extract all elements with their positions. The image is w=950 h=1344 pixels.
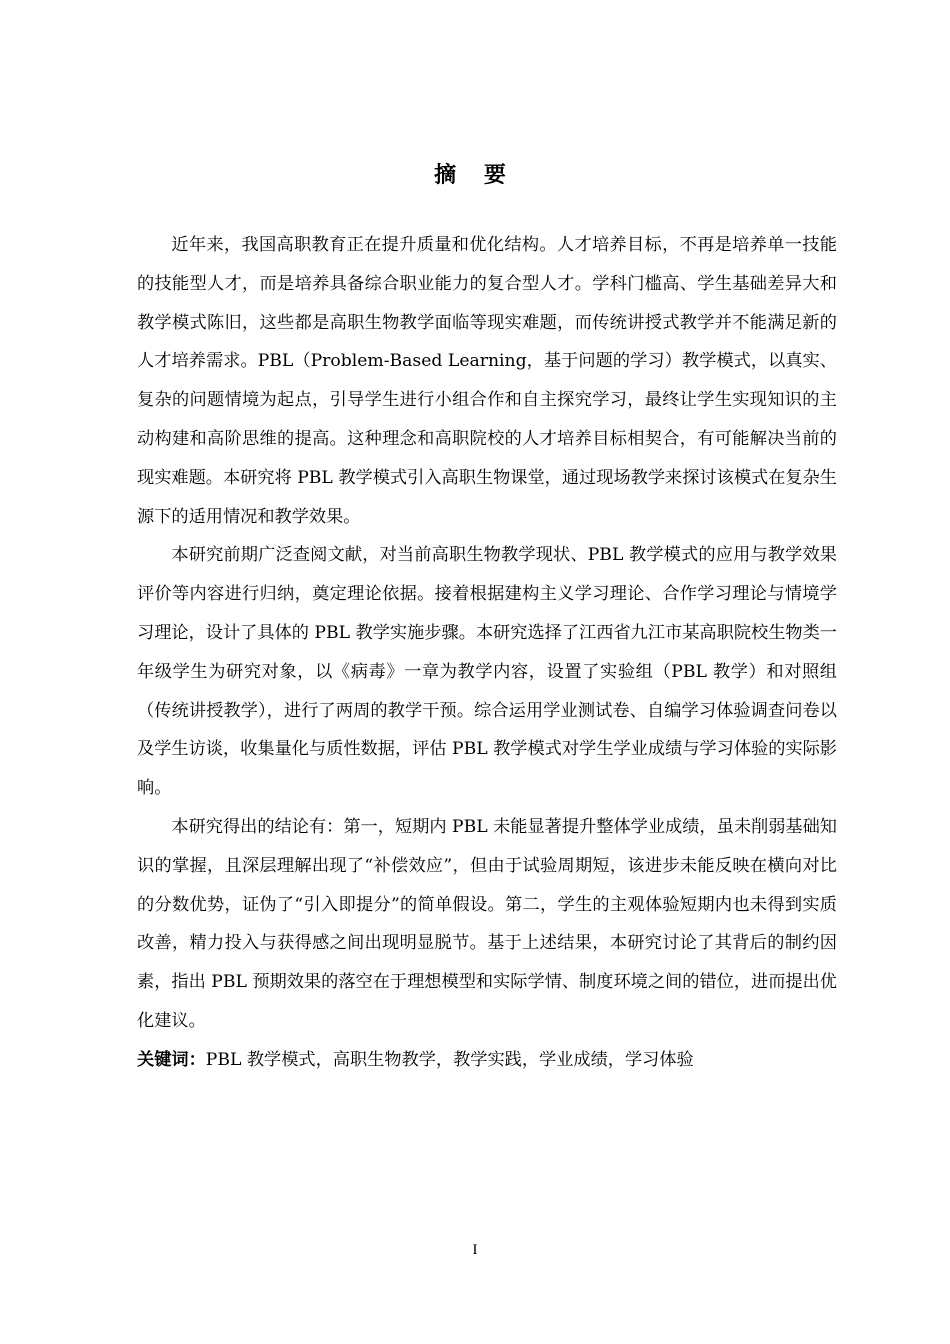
keywords-label: 关键词： bbox=[137, 1049, 206, 1070]
keywords-text: PBL 教学模式，高职生物教学，教学实践，学业成绩，学习体验 bbox=[205, 1049, 694, 1070]
abstract-body bbox=[137, 226, 837, 1080]
abstract-paragraph-2: 本研究前期广泛查阅文献，对当前高职生物教学现状、PBL 教学模式的应用与教学效果评价等内容进行归纳，奠定理论依据。接着根据建构主义学习理论、合作学习理论与情境学习理论，设计了具体的 PBL 教学实施步骤。本研究选择了江西省九江市某高职院校生物类一年级学生为研究对象，以《病毒》一章为教学内容，设置了实验组（PBL 教学）和对照组（传统讲授教学），进行了两周的教学干预。综合运用学业测试卷、自编学习体验调查问卷以及学生访谈，收集量化与质性数据，评估 PBL 教学模式对学生学业成绩与学习体验的实际影响。 bbox=[137, 545, 837, 799]
abstract-paragraph-1: 近年来，我国高职教育正在提升质量和优化结构。人才培养目标，不再是培养单一技能的技能型人才，而是培养具备综合职业能力的复合型人才。学科门槛高、学生基础差异大和教学模式陈旧，这些都是高职生物教学面临等现实难题，而传统讲授式教学并不能满足新的人才培养需求。PBL（Problem-Based Learning，基于问题的学习）教学模式，以真实、复杂的问题情境为起点，引导学生进行小组合作和自主探究学习，最终让学生实现知识的主动构建和高阶思维的提高。这种理念和高职院校的人才培养目标相契合，有可能解决当前的现实难题。本研究将 PBL 教学模式引入高职生物课堂，通过现场教学来探讨该模式在复杂生源下的适用情况和教学效果。 bbox=[137, 235, 837, 527]
abstract-title: 摘 要 bbox=[434, 163, 516, 188]
keywords-line bbox=[137, 1041, 837, 1080]
page-number: I bbox=[472, 1242, 478, 1258]
abstract-paragraph-3: 本研究得出的结论有：第一，短期内 PBL 未能显著提升整体学业成绩，虽未削弱基础知识的掌握，且深层理解出现了“补偿效应”，但由于试验周期短，该进步未能反映在横向对比的分数优势，证伪了“引入即提分”的简单假设。第二，学生的主观体验短期内也未得到实质改善，精力投入与获得感之间出现明显脱节。基于上述结果，本研究讨论了其背后的制约因素，指出 PBL 预期效果的落空在于理想模型和实际学情、制度环境之间的错位，进而提出优化建议。 bbox=[137, 816, 837, 1031]
